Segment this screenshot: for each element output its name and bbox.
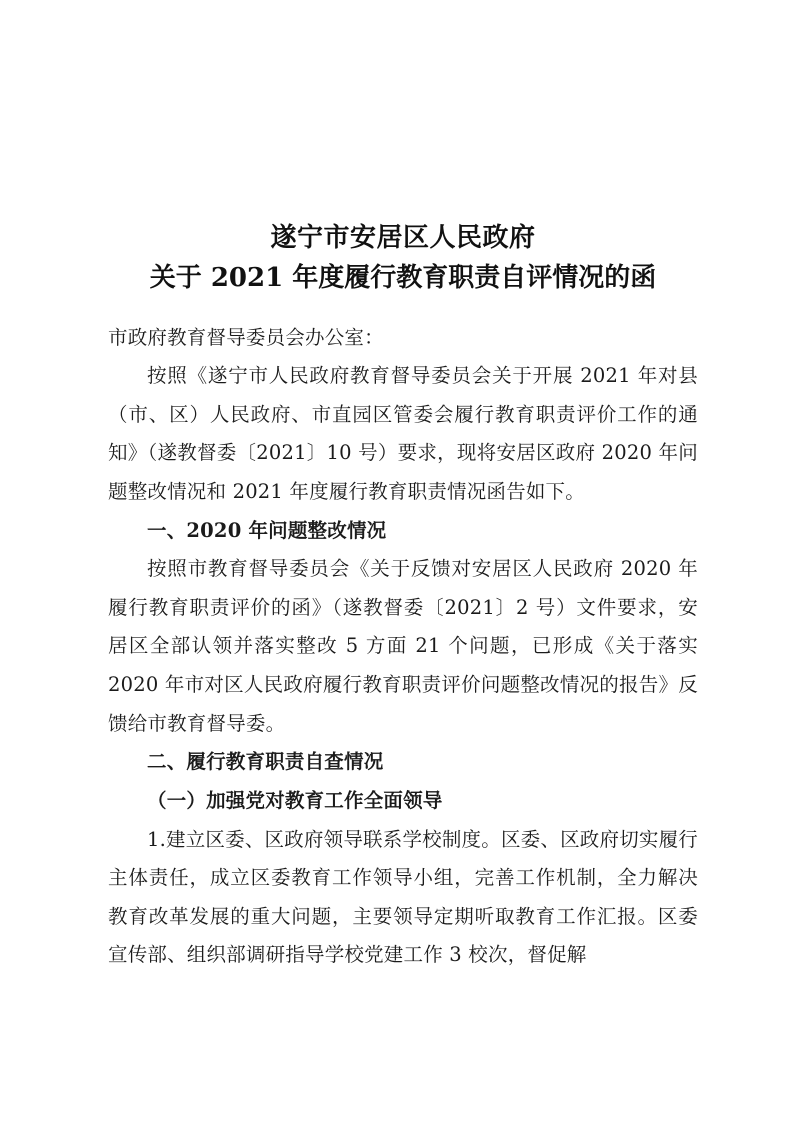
section-1-paragraph: 按照市教育督导委员会《关于反馈对安居区人民政府 2020 年履行教育职责评价的函》（遂教督委〔2021〕2 号）文件要求，安居区全部认领并落实整改 5 方面 21 个问题，已形成《关于落实 2020 年市对区人民政府履行教育职责评价问题整改情况的报告》反馈给市教育督导委。 bbox=[108, 557, 698, 735]
intro-paragraph: 按照《遂宁市人民政府教育督导委员会关于开展 2021 年对县（市、区）人民政府、市直园区管委会履行教育职责评价工作的通知》（遂教督委〔2021〕10 号）要求，现将安居区政府 2020 年问题整改情况和 2021 年度履行教育职责情况函告如下。 bbox=[108, 364, 698, 504]
document-title-line-2: 关于 2021 年度履行教育职责自评情况的函 bbox=[149, 263, 657, 294]
document-body bbox=[108, 319, 698, 975]
document-title-line-1: 遂宁市安居区人民政府 bbox=[270, 223, 536, 253]
subsection-heading-1: （一）加强党对教育工作全面领导 bbox=[147, 788, 443, 812]
subsection-1-paragraph: 1.建立区委、区政府领导联系学校制度。区委、区政府切实履行主体责任，成立区委教育工作领导小组，完善工作机制，全力解决教育改革发展的重大问题，主要领导定期听取教育工作汇报。区委宣传部、组织部调研指导学校党建工作 3 校次，督促解 bbox=[108, 827, 698, 967]
recipient-line: 市政府教育督导委员会办公室： bbox=[108, 325, 384, 349]
document-title bbox=[108, 218, 698, 299]
section-heading-2: 二、履行教育职责自查情况 bbox=[147, 750, 384, 774]
section-heading-1: 一、2020 年问题整改情况 bbox=[147, 518, 387, 542]
